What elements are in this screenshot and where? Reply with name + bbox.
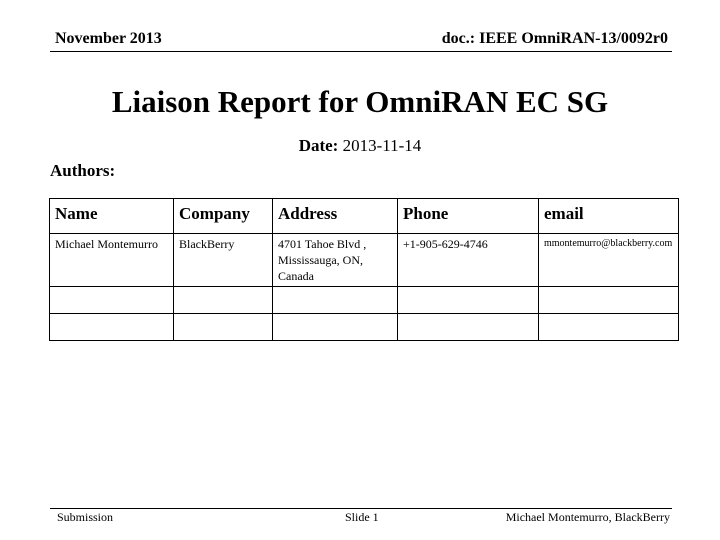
cell-phone: +1-905-629-4746 [398,234,539,287]
footer-divider [50,508,672,509]
table-header-row [50,199,679,234]
table-row [50,314,679,341]
cell-name [50,314,174,341]
header-date: November 2013 [55,30,162,47]
footer-slide-number: Slide 1 [345,510,379,524]
cell-email [539,287,679,314]
slide-title: Liaison Report for OmniRAN EC SG [111,84,609,119]
cell-email [539,314,679,341]
cell-address [273,314,398,341]
col-header-company: Company [174,199,273,234]
cell-company: BlackBerry [174,234,273,287]
table-row [50,234,679,287]
date-label: Date: [298,136,339,155]
footer-author: Michael Montemurro, BlackBerry [505,510,670,524]
footer-submission: Submission [57,510,114,524]
cell-name: Michael Montemurro [50,234,174,287]
header-divider [50,51,672,52]
cell-address: 4701 Tahoe Blvd , Mississauga, ON, Canada [273,234,398,287]
date-line [0,136,720,156]
col-header-name: Name [50,199,174,234]
cell-company [174,314,273,341]
cell-phone [398,287,539,314]
cell-email: mmontemurro@blackberry.com [539,234,679,287]
cell-phone [398,314,539,341]
authors-label: Authors: [50,161,116,180]
col-header-email: email [539,199,679,234]
col-header-address: Address [273,199,398,234]
authors-table [49,198,679,341]
cell-address [273,287,398,314]
date-value: 2013-11-14 [342,136,422,155]
cell-company [174,287,273,314]
table-row [50,287,679,314]
header-doc-id: doc.: IEEE OmniRAN-13/0092r0 [441,30,668,47]
cell-name [50,287,174,314]
col-header-phone: Phone [398,199,539,234]
